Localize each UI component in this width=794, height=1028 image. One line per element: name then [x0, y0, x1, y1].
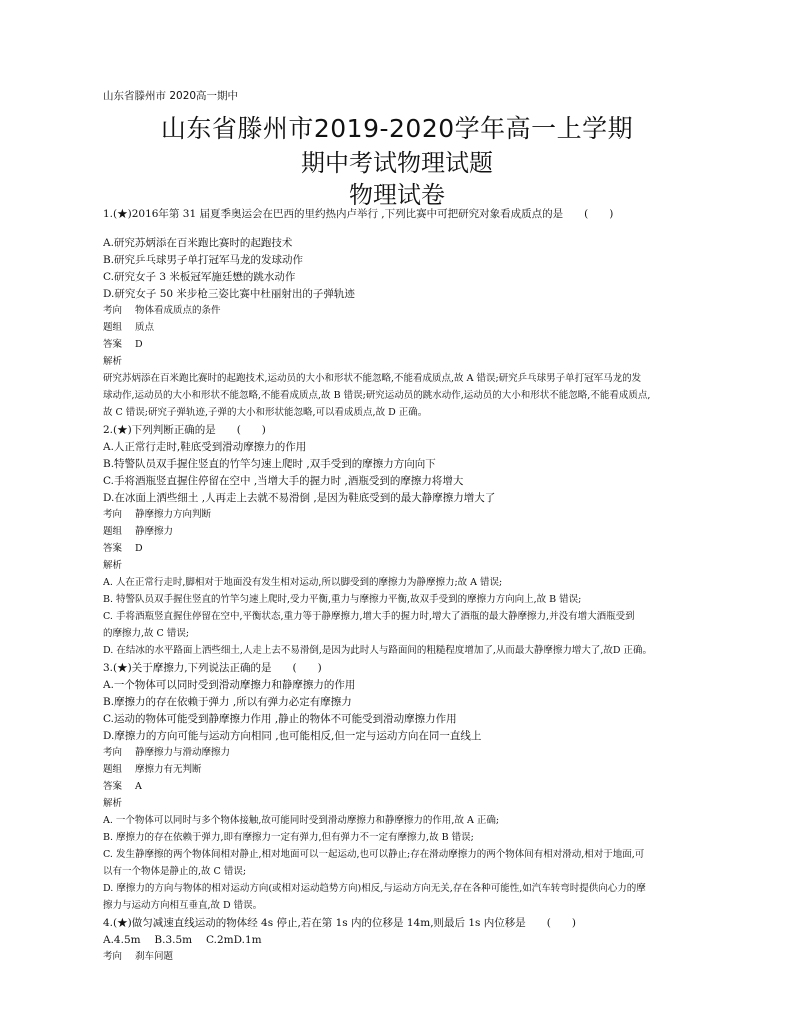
- analysis-label: 解析: [103, 560, 123, 571]
- tizu-value: 静摩擦力: [135, 526, 174, 537]
- tizu-row: [103, 762, 703, 779]
- kaoxiang-label: 考向: [103, 509, 123, 520]
- analysis-line: B. 摩擦力的存在依赖于弹力,即有摩擦力一定有弹力,但有弹力不一定有摩擦力,故 B 错误;: [103, 832, 474, 843]
- answer-row: [103, 541, 703, 558]
- option-d: D.在冰面上洒些细土 ,人再走上去就不易滑倒 ,是因为鞋底受到的最大静摩擦力增大了: [103, 492, 496, 504]
- paper-title: 物理试卷: [349, 181, 445, 209]
- analysis-line: D. 摩擦力的方向与物体的相对运动方向(或相对运动趋势方向)相反,与运动方向无关,存在各种可能性,如汽车转弯时提供向心力的摩: [103, 883, 646, 894]
- question-stem: 2.(★)下列判断正确的是 ( ): [103, 424, 266, 436]
- tizu-label: 题组: [103, 526, 123, 537]
- question-4: [103, 915, 703, 966]
- analysis-line: B. 特警队员双手握住竖直的竹竿匀速上爬时,受力平衡,重力与摩擦力平衡,故双手受到的摩擦力方向向上,故 B 错误;: [103, 594, 582, 605]
- question-stem: 4.(★)做匀减速直线运动的物体经 4s 停止,若在第 1s 内的位移是 14m,则最后 1s 内位移是 ( ): [103, 917, 576, 929]
- answer-label: 答案: [103, 339, 123, 350]
- kaoxiang-value: 静摩擦力方向判断: [135, 509, 212, 520]
- analysis-line: 球动作,运动员的大小和形状不能忽略,不能看成质点,故 B 错误;研究运动员的跳水动作,运动员的大小和形状不能忽略,不能看成质点,: [103, 390, 651, 401]
- analysis-line: 以有一个物体是静止的,故 C 错误;: [103, 866, 247, 877]
- answer-value: A: [135, 781, 142, 792]
- analysis-line: 研究苏炳添在百米跑比赛时的起跑技术,运动员的大小和形状不能忽略,不能看成质点,故 A 错误;研究乒乓球男子单打冠军马龙的发: [103, 373, 642, 384]
- tizu-value: 质点: [135, 322, 155, 333]
- kaoxiang-value: 物体看成质点的条件: [135, 305, 221, 316]
- option-d: D.研究女子 50 米步枪三姿比赛中杜丽射出的子弹轨迹: [103, 288, 355, 300]
- analysis-line: 擦力与运动方向相互垂直,故 D 错误。: [103, 900, 263, 911]
- question-stem: 1.(★)2016年第 31 届夏季奥运会在巴西的里约热内卢举行 ,下列比赛中可把研究对象看成质点的是 ( ): [103, 208, 614, 220]
- answer-row: [103, 337, 703, 354]
- tizu-label: 题组: [103, 322, 123, 333]
- analysis-line: 的摩擦力,故 C 错误;: [103, 628, 190, 639]
- analysis-label: 解析: [103, 798, 123, 809]
- question-2: [103, 422, 703, 660]
- answer-value: D: [135, 339, 143, 350]
- analysis-line: D. 在结冰的水平路面上洒些细土,人走上去不易滑倒,是因为此时人与路面间的粗糙程度增加了,从而最大静摩擦力增大了,故D 正确。: [103, 645, 653, 656]
- option-b: B.摩擦力的存在依赖于弹力 ,所以有弹力必定有摩擦力: [103, 696, 352, 708]
- kaoxiang-value: 静摩擦力与滑动摩擦力: [135, 747, 231, 758]
- document-title: 山东省滕州市2019-2020学年高一上学期: [160, 114, 634, 143]
- option-c: C.手将酒瓶竖直握住停留在空中 ,当增大手的握力时 ,酒瓶受到的摩擦力将增大: [103, 475, 464, 487]
- analysis-line: 故 C 错误;研究子弹轨迹,子弹的大小和形状能忽略,可以看成质点,故 D 正确。: [103, 407, 428, 418]
- kaoxiang-row: [103, 745, 703, 762]
- answer-row: [103, 779, 703, 796]
- option-a: A.研究苏炳添在百米跑比赛时的起跑技术: [103, 237, 293, 249]
- answer-value: D: [135, 543, 143, 554]
- tizu-row: [103, 320, 703, 337]
- option-b: B.特警队员双手握住竖直的竹竿匀速上爬时 ,双手受到的摩擦力方向向下: [103, 458, 436, 470]
- options-line: A.4.5m B.3.5m C.2mD.1m: [103, 934, 262, 946]
- answer-label: 答案: [103, 543, 123, 554]
- option-d: D.摩擦力的方向可能与运动方向相同 ,也可能相反,但一定与运动方向在同一直线上: [103, 730, 482, 742]
- analysis-label: 解析: [103, 356, 123, 367]
- kaoxiang-label: 考向: [103, 747, 123, 758]
- analysis-line: A. 人在正常行走时,脚相对于地面没有发生相对运动,所以脚受到的摩擦力为静摩擦力;故 A 错误;: [103, 577, 503, 588]
- source-header: 山东省滕州市 2020高一期中: [103, 90, 239, 102]
- kaoxiang-value: 刹车问题: [135, 951, 174, 962]
- tizu-row: [103, 524, 703, 541]
- kaoxiang-row: [103, 303, 703, 320]
- kaoxiang-row: [103, 507, 703, 524]
- tizu-label: 题组: [103, 764, 123, 775]
- option-c: C.运动的物体可能受到静摩擦力作用 ,静止的物体不可能受到滑动摩擦力作用: [103, 713, 457, 725]
- exam-subtitle: 期中考试物理试题: [301, 149, 493, 177]
- question-3: [103, 660, 703, 915]
- option-c: C.研究女子 3 米板冠军施廷懋的跳水动作: [103, 271, 296, 283]
- option-a: A.人正常行走时,鞋底受到滑动摩擦力的作用: [103, 441, 307, 453]
- analysis-line: C. 手将酒瓶竖直握住停留在空中,平衡状态,重力等于静摩擦力,增大手的握力时,增大了酒瓶的最大静摩擦力,并没有增大酒瓶受到: [103, 611, 635, 622]
- kaoxiang-label: 考向: [103, 305, 123, 316]
- kaoxiang-row: [103, 949, 703, 966]
- kaoxiang-label: 考向: [103, 951, 123, 962]
- analysis-line: A. 一个物体可以同时与多个物体接触,故可能同时受到滑动摩擦力和静摩擦力的作用,故 A 正确;: [103, 815, 500, 826]
- option-a: A.一个物体可以同时受到滑动摩擦力和静摩擦力的作用: [103, 679, 356, 691]
- analysis-line: C. 发生静摩擦的两个物体间相对静止,相对地面可以一起运动,也可以静止;存在滑动摩擦力的两个物体间有相对滑动,相对于地面,可: [103, 849, 645, 860]
- tizu-value: 摩擦力有无判断: [135, 764, 202, 775]
- answer-label: 答案: [103, 781, 123, 792]
- option-b: B.研究乒乓球男子单打冠军马龙的发球动作: [103, 254, 304, 266]
- question-stem: 3.(★)关于摩擦力,下列说法正确的是 ( ): [103, 662, 322, 674]
- question-1: [103, 206, 703, 422]
- document-body: [103, 206, 703, 966]
